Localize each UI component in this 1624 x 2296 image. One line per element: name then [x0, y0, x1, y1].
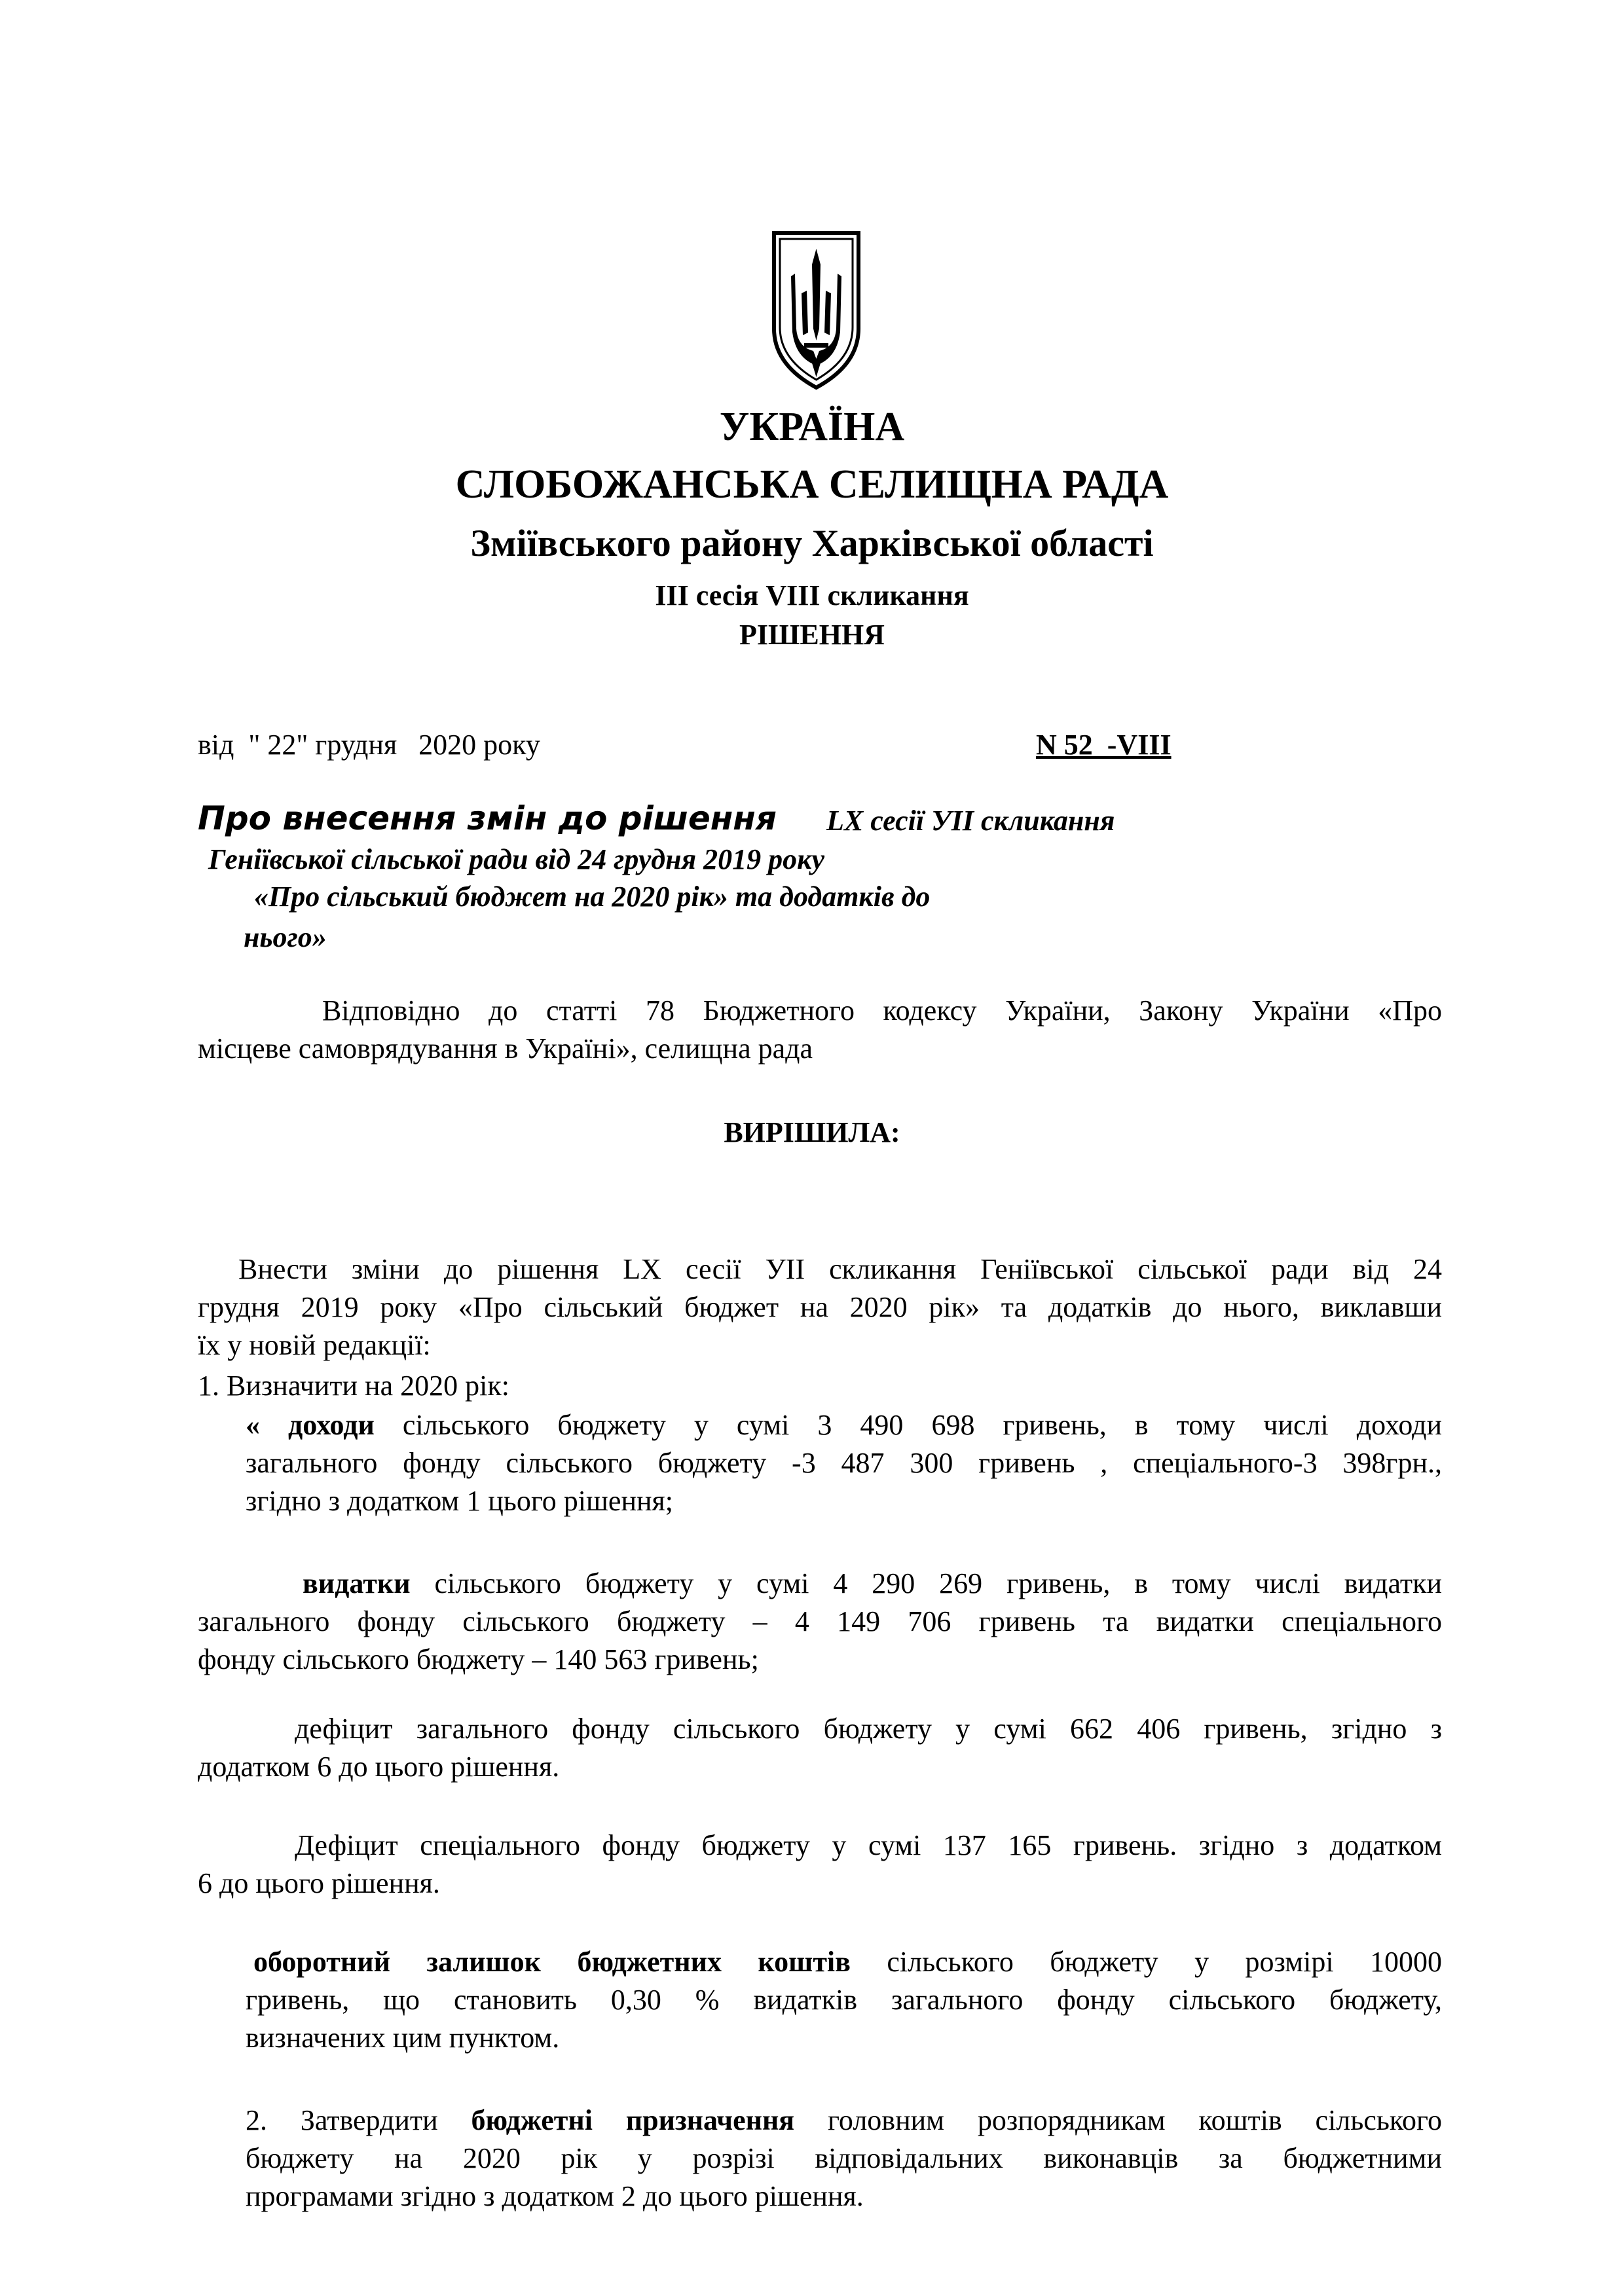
- reserve-text: сільського бюджету у розмірі 10000: [887, 1946, 1442, 1978]
- income-paragraph: [246, 1406, 1442, 1520]
- expenses-line: фонду сільського бюджету – 140 563 гривень;: [198, 1643, 759, 1675]
- income-line: [246, 1406, 1442, 1444]
- income-keyword: доходи: [288, 1409, 375, 1441]
- expenses-text: сільського бюджету у сумі 4 290 269 гривень, в тому числі видатки: [434, 1567, 1443, 1599]
- item2-keyword: бюджетні призначення: [471, 2104, 795, 2136]
- reserve-line: [246, 1943, 1442, 1981]
- income-line: згідно з додатком 1 цього рішення;: [246, 1485, 673, 1517]
- intro-line: Внести зміни до рішення LX сесії УІІ скликання Геніївської сільської ради від 24: [238, 1253, 1442, 1285]
- decision-title-line4: нього»: [244, 921, 327, 953]
- item2-line: [246, 2102, 1442, 2140]
- decision-title-line1: Про внесення змін до рішення: [198, 799, 777, 837]
- deficit-general-line: дефіцит загального фонду сільського бюджету у сумі 662 406 гривень, згідно з: [295, 1713, 1442, 1745]
- item1-heading: 1. Визначити на 2020 рік:: [198, 1370, 509, 1402]
- decision-title-line2: Геніївської сільської ради від 24 грудня 2019 року: [208, 843, 824, 875]
- preamble-line: місцеве самоврядування в Україні», селищна рада: [198, 1032, 813, 1065]
- decided-heading: ВИРІШИЛА:: [724, 1116, 900, 1148]
- intro-line: їх у новій редакції:: [198, 1329, 431, 1361]
- income-text: сільського бюджету у сумі 3 490 698 гривень, в тому числі доходи: [402, 1409, 1443, 1441]
- expenses-paragraph: [198, 1565, 1442, 1679]
- expenses-keyword: видатки: [303, 1567, 411, 1599]
- coat-of-arms-icon: [771, 230, 861, 390]
- item2-prefix: 2. Затвердити: [246, 2104, 438, 2136]
- reserve-keyword: оборотний залишок бюджетних коштів: [253, 1946, 851, 1978]
- decision-date: від " 22" грудня 2020 року: [198, 729, 540, 761]
- item2-paragraph: [246, 2102, 1442, 2215]
- decision-number: N 52 -VIII: [1036, 729, 1172, 761]
- council-name: СЛОБОЖАНСЬКА СЕЛИЩНА РАДА: [455, 462, 1169, 507]
- country-name: УКРАЇНА: [719, 405, 905, 449]
- document-type: РІШЕННЯ: [739, 619, 885, 651]
- item2-line: програмами згідно з додатком 2 до цього рішення.: [246, 2180, 864, 2212]
- reserve-line: визначених цим пунктом.: [246, 2022, 560, 2054]
- income-line: загального фонду сільського бюджету -3 487 300 гривень , спеціального-3 398грн.,: [246, 1447, 1442, 1479]
- expenses-line: [198, 1565, 1442, 1603]
- district-name: Зміївського району Харківської області: [470, 522, 1154, 564]
- income-prefix: «: [246, 1409, 260, 1441]
- deficit-general-paragraph: [198, 1710, 1442, 1786]
- reserve-line: гривень, що становить 0,30 % видатків загального фонду сільського бюджету,: [246, 1984, 1442, 2016]
- item2-line: бюджету на 2020 рік у розрізі відповідальних виконавців за бюджетними: [246, 2142, 1442, 2174]
- preamble-line: Відповідно до статті 78 Бюджетного кодексу України, Закону України «Про: [322, 994, 1442, 1027]
- session-label: ІІІ сесія VІІІ скликання: [655, 579, 969, 611]
- intro-line: грудня 2019 року «Про сільський бюджет на 2020 рік» та додатків до нього, виклавши: [198, 1291, 1442, 1323]
- deficit-special-paragraph: [198, 1827, 1442, 1903]
- deficit-special-line: 6 до цього рішення.: [198, 1867, 440, 1899]
- decision-title-line1-tail: LX сесії УІІ скликання: [826, 805, 1115, 837]
- decision-title-line3: «Про сільський бюджет на 2020 рік» та додатків до: [254, 881, 931, 913]
- deficit-general-line: додатком 6 до цього рішення.: [198, 1751, 560, 1783]
- deficit-special-line: Дефіцит спеціального фонду бюджету у сумі 137 165 гривень. згідно з додатком: [295, 1829, 1442, 1861]
- reserve-paragraph: [246, 1943, 1442, 2057]
- item2-text: головним розпорядникам коштів сільського: [827, 2104, 1443, 2136]
- intro-paragraph: [198, 1250, 1442, 1364]
- preamble-paragraph: [198, 992, 1442, 1068]
- expenses-line: загального фонду сільського бюджету – 4 149 706 гривень та видатки спеціального: [198, 1605, 1442, 1637]
